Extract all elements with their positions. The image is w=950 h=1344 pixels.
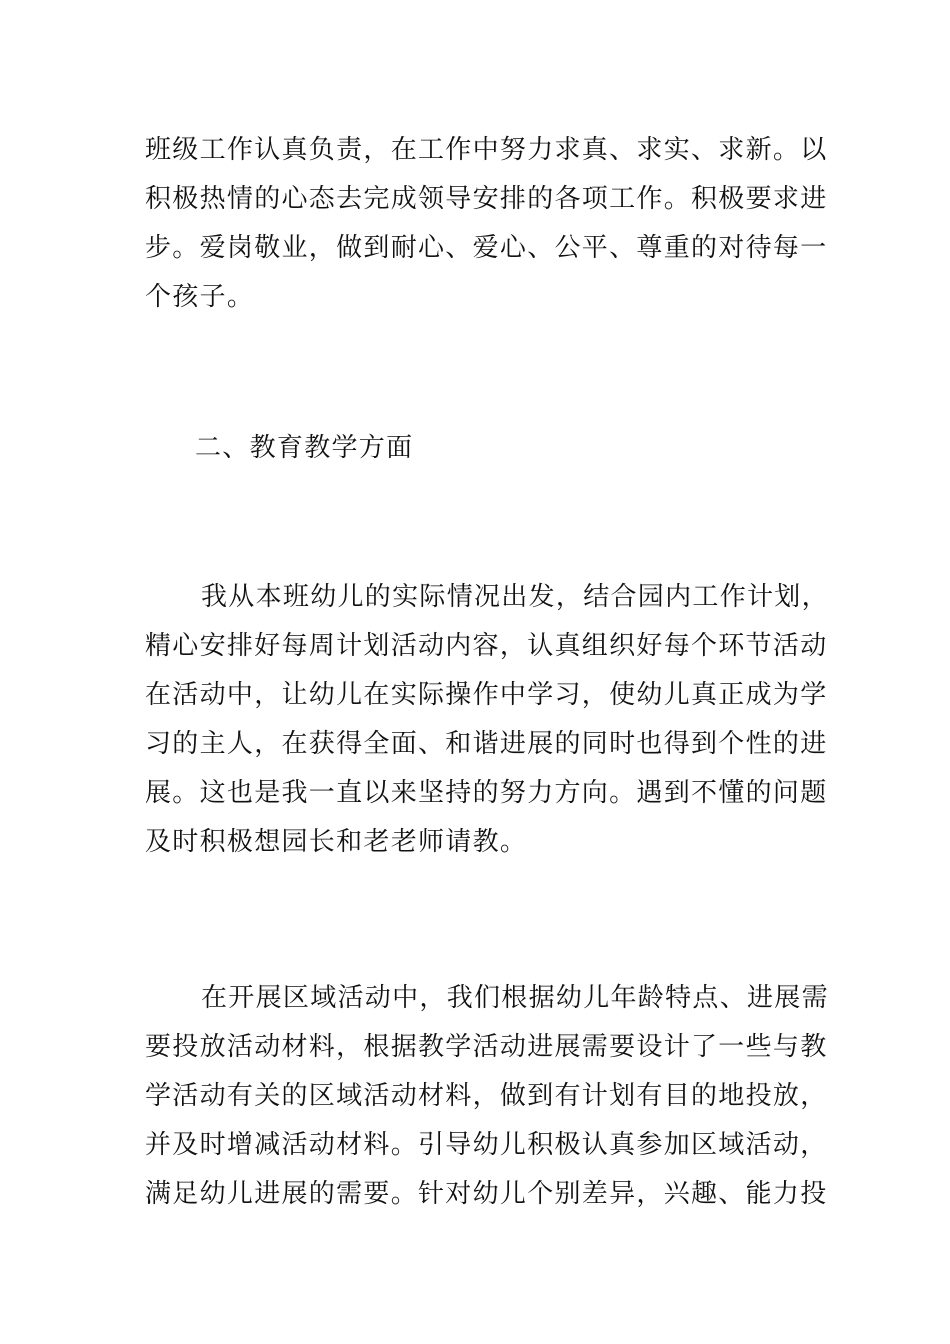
text-line: 及时积极想园长和老老师请教。 bbox=[145, 827, 528, 857]
text-line: 满足幼儿进展的需要。针对幼儿个别差异，兴趣、能力投 bbox=[145, 1179, 828, 1209]
text-line: 在活动中，让幼儿在实际操作中学习，使幼儿真正成为学 bbox=[145, 680, 828, 710]
paragraph-work-attitude bbox=[145, 126, 828, 322]
text-line: 我从本班幼儿的实际情况出发，结合园内工作计划， bbox=[201, 582, 829, 612]
paragraph-area-activities bbox=[145, 974, 829, 1219]
text-line: 并及时增减活动材料。引导幼儿积极认真参加区域活动， bbox=[145, 1130, 828, 1160]
text-line: 要投放活动材料，根据教学活动进展需要设计了一些与教 bbox=[145, 1032, 828, 1062]
text-line: 展。这也是我一直以来坚持的努力方向。遇到不懂的问题 bbox=[145, 778, 828, 808]
section-heading bbox=[195, 424, 865, 473]
text-line: 个孩子。 bbox=[145, 282, 255, 312]
text-line: 在开展区域活动中，我们根据幼儿年龄特点、进展需 bbox=[201, 983, 829, 1013]
text-line: 精心安排好每周计划活动内容，认真组织好每个环节活动 bbox=[145, 631, 828, 661]
section-heading-text: 二、教育教学方面 bbox=[195, 433, 414, 463]
text-line: 步。爱岗敬业，做到耐心、爱心、公平、尊重的对待每一 bbox=[145, 233, 828, 263]
text-line: 学活动有关的区域活动材料，做到有计划有目的地投放， bbox=[145, 1081, 828, 1111]
paragraph-teaching bbox=[145, 573, 829, 867]
text-line: 积极热情的心态去完成领导安排的各项工作。积极要求进 bbox=[145, 184, 828, 214]
text-line: 班级工作认真负责，在工作中努力求真、求实、求新。以 bbox=[145, 135, 828, 165]
text-line: 习的主人，在获得全面、和谐进展的同时也得到个性的进 bbox=[145, 729, 828, 759]
